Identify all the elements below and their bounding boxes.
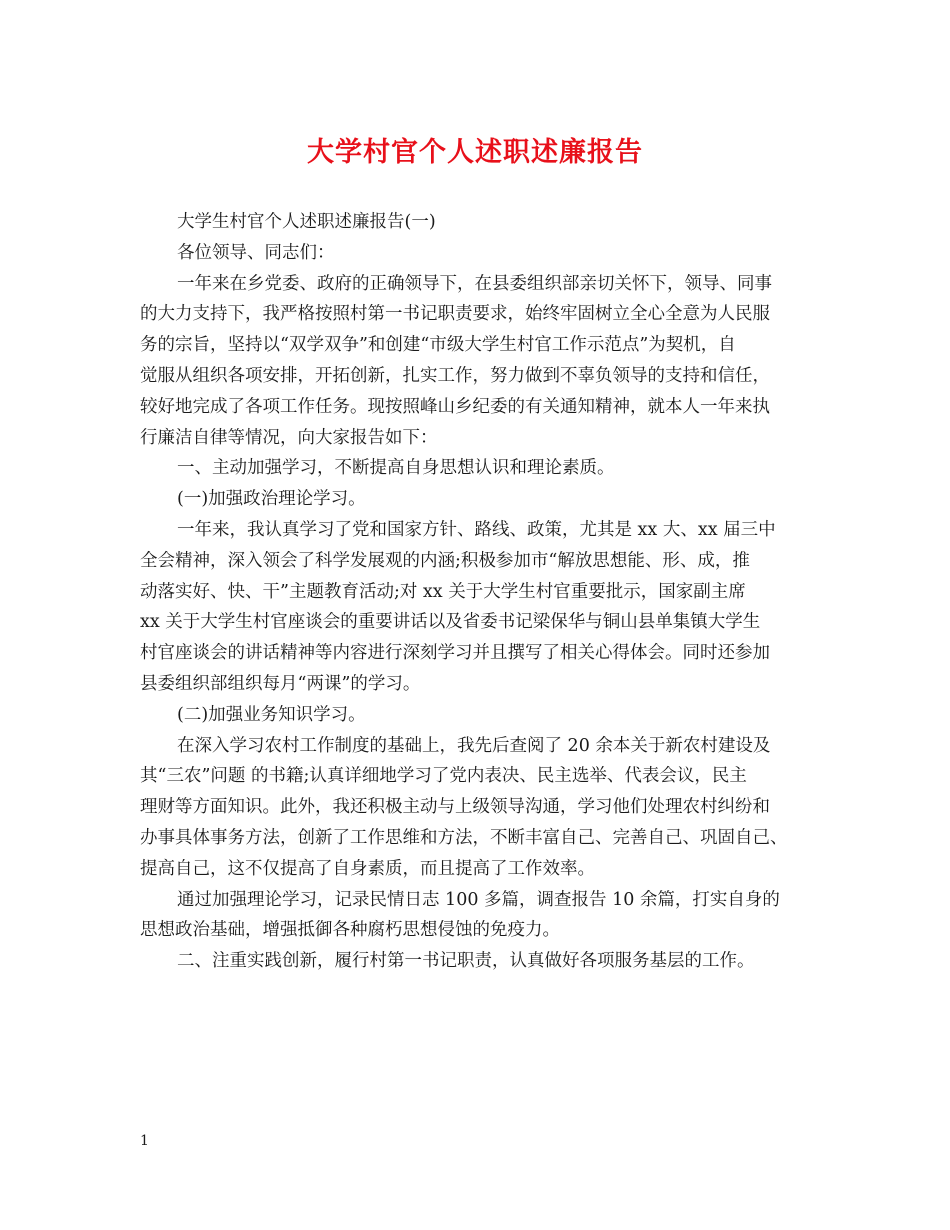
text-line: 其“三农”问题 的书籍;认真详细地学习了党内表决、民主选举、代表会议，民主 — [140, 766, 747, 787]
text-line: 一、主动加强学习，不断提高自身思想认识和理论素质。 — [177, 458, 615, 479]
subsection-heading-2 — [140, 700, 830, 731]
text-line: (二)加强业务知识学习。 — [177, 704, 366, 725]
text-line: 大学生村官个人述职述廉报告(一) — [177, 212, 436, 232]
document-body — [140, 207, 830, 977]
text-line: 各位领导、同志们： — [177, 242, 335, 263]
text-line: (一)加强政治理论学习。 — [177, 489, 366, 510]
political-study-paragraph — [140, 515, 830, 700]
intro-paragraph — [140, 269, 830, 454]
text-line: 一年来，我认真学习了党和国家方针、路线、政策，尤其是 xx 大、xx 届三中 — [177, 519, 776, 540]
summary-paragraph — [140, 885, 830, 947]
text-line: 动落实好、快、干”主题教育活动;对 xx 关于大学生村官重要批示，国家副主席 — [140, 581, 746, 602]
text-line: xx 关于大学生村官座谈会的重要讲话以及省委书记梁保华与铜山县单集镇大学生 — [140, 612, 761, 633]
text-line: 较好地完成了各项工作任务。现按照峰山乡纪委的有关通知精神，就本人一年来执 — [140, 396, 770, 417]
text-line: 通过加强理论学习，记录民情日志 100 多篇，调查报告 10 余篇，打实自身的 — [177, 889, 780, 910]
text-line: 务的宗旨，坚持以“双学双争”和创建“市级大学生村官工作示范点”为契机，自 — [140, 335, 736, 356]
text-line: 二、注重实践创新，履行村第一书记职责，认真做好各项服务基层的工作。 — [177, 951, 755, 972]
text-line: 思想政治基础，增强抵御各种腐朽思想侵蚀的免疫力。 — [140, 920, 560, 941]
page-number: 1 — [140, 1133, 149, 1149]
text-line: 全会精神，深入领会了科学发展观的内涵;积极参加市“解放思想能、形、成，推 — [140, 550, 750, 571]
text-line: 觉服从组织各项安排，开拓创新，扎实工作，努力做到不辜负领导的支持和信任， — [140, 365, 770, 386]
document-title: 大学村官个人述职述廉报告 — [307, 137, 643, 168]
text-line: 村官座谈会的讲话精神等内容进行深刻学习并且撰写了相关心得体会。同时还参加 — [140, 643, 770, 664]
salutation-paragraph — [140, 238, 830, 269]
text-line: 在深入学习农村工作制度的基础上，我先后查阅了 20 余本关于新农村建设及 — [177, 735, 771, 756]
subsection-heading-1 — [140, 484, 830, 515]
section-heading-2 — [140, 946, 830, 977]
text-line: 的大力支持下，我严格按照村第一书记职责要求，始终牢固树立全心全意为人民服 — [140, 304, 770, 325]
text-line: 行廉洁自律等情况，向大家报告如下： — [140, 427, 438, 448]
business-study-paragraph — [140, 731, 830, 885]
text-line: 理财等方面知识。此外，我还积极主动与上级领导沟通，学习他们处理农村纠纷和 — [140, 797, 770, 818]
text-line: 提高自己，这不仅提高了自身素质，而且提高了工作效率。 — [140, 858, 595, 879]
text-line: 县委组织部组织每月“两课”的学习。 — [140, 673, 421, 694]
text-line: 一年来在乡党委、政府的正确领导下，在县委组织部亲切关怀下，领导、同事 — [177, 273, 772, 294]
section-heading-1 — [140, 453, 830, 484]
text-line: 办事具体事务方法，创新了工作思维和方法，不断丰富自己、完善自己、巩固自己、 — [140, 827, 788, 848]
subtitle-paragraph — [140, 207, 830, 238]
